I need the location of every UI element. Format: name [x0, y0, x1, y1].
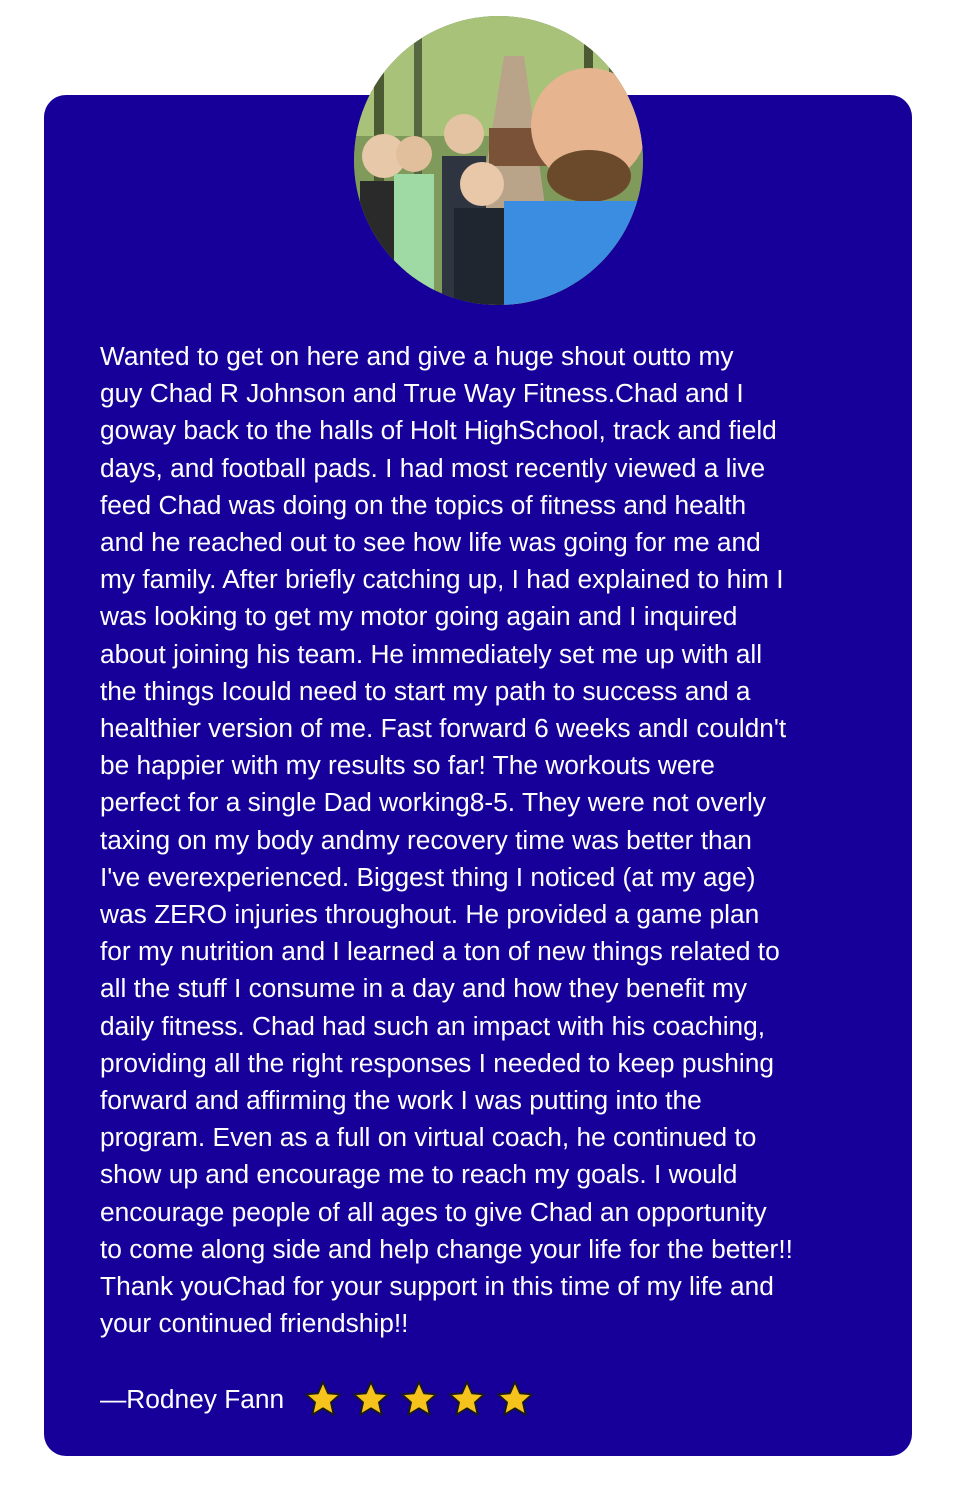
star-rating: [304, 1380, 544, 1418]
author-name: —Rodney Fann: [100, 1383, 285, 1414]
group-selfie-photo-illustration: [354, 16, 643, 305]
testimonial-signature: [100, 1377, 544, 1421]
star-icon: [304, 1380, 342, 1418]
testimonial-quote: Wanted to get on here and give a huge shout outto my guy Chad R Johnson and True Way Fitness.Chad and I goway back to the halls of Holt HighSchool, track and field days, and football pads. I had most recently viewed a live feed Chad was doing on the topics of fitness and health and he reached out to see how life was going for me and my family. After briefly catching up, I had explained to him I was looking to get my motor going again and I inquired about joining his team. He immediately set me up with all the things Icould need to start my path to success and a healthier version of me. Fast forward 6 weeks andI couldn't be happier with my results so far! The workouts were perfect for a single Dad working8-5. They were not overly taxing on my body andmy recovery time was better than I've everexperienced. Biggest thing I noticed (at my age) was ZERO injuries throughout. He provided a game plan for my nutrition and I learned a ton of new things related to all the stuff I consume in a day and how they benefit my daily fitness. Chad had such an impact with his coaching, providing all the right responses I needed to keep pushing forward and affirming the work I was putting into the program. Even as a full on virtual coach, he continued to show up and encourage me to reach my goals. I would encourage people of all ages to give Chad an opportunity to come along side and help change your life for the better!! Thank youChad for your support in this time of my life and your continued friendship!!: [100, 341, 793, 1339]
star-icon: [352, 1380, 390, 1418]
star-icon: [400, 1380, 438, 1418]
star-icon: [496, 1380, 534, 1418]
group-selfie-photo: [354, 16, 643, 305]
star-icon: [448, 1380, 486, 1418]
